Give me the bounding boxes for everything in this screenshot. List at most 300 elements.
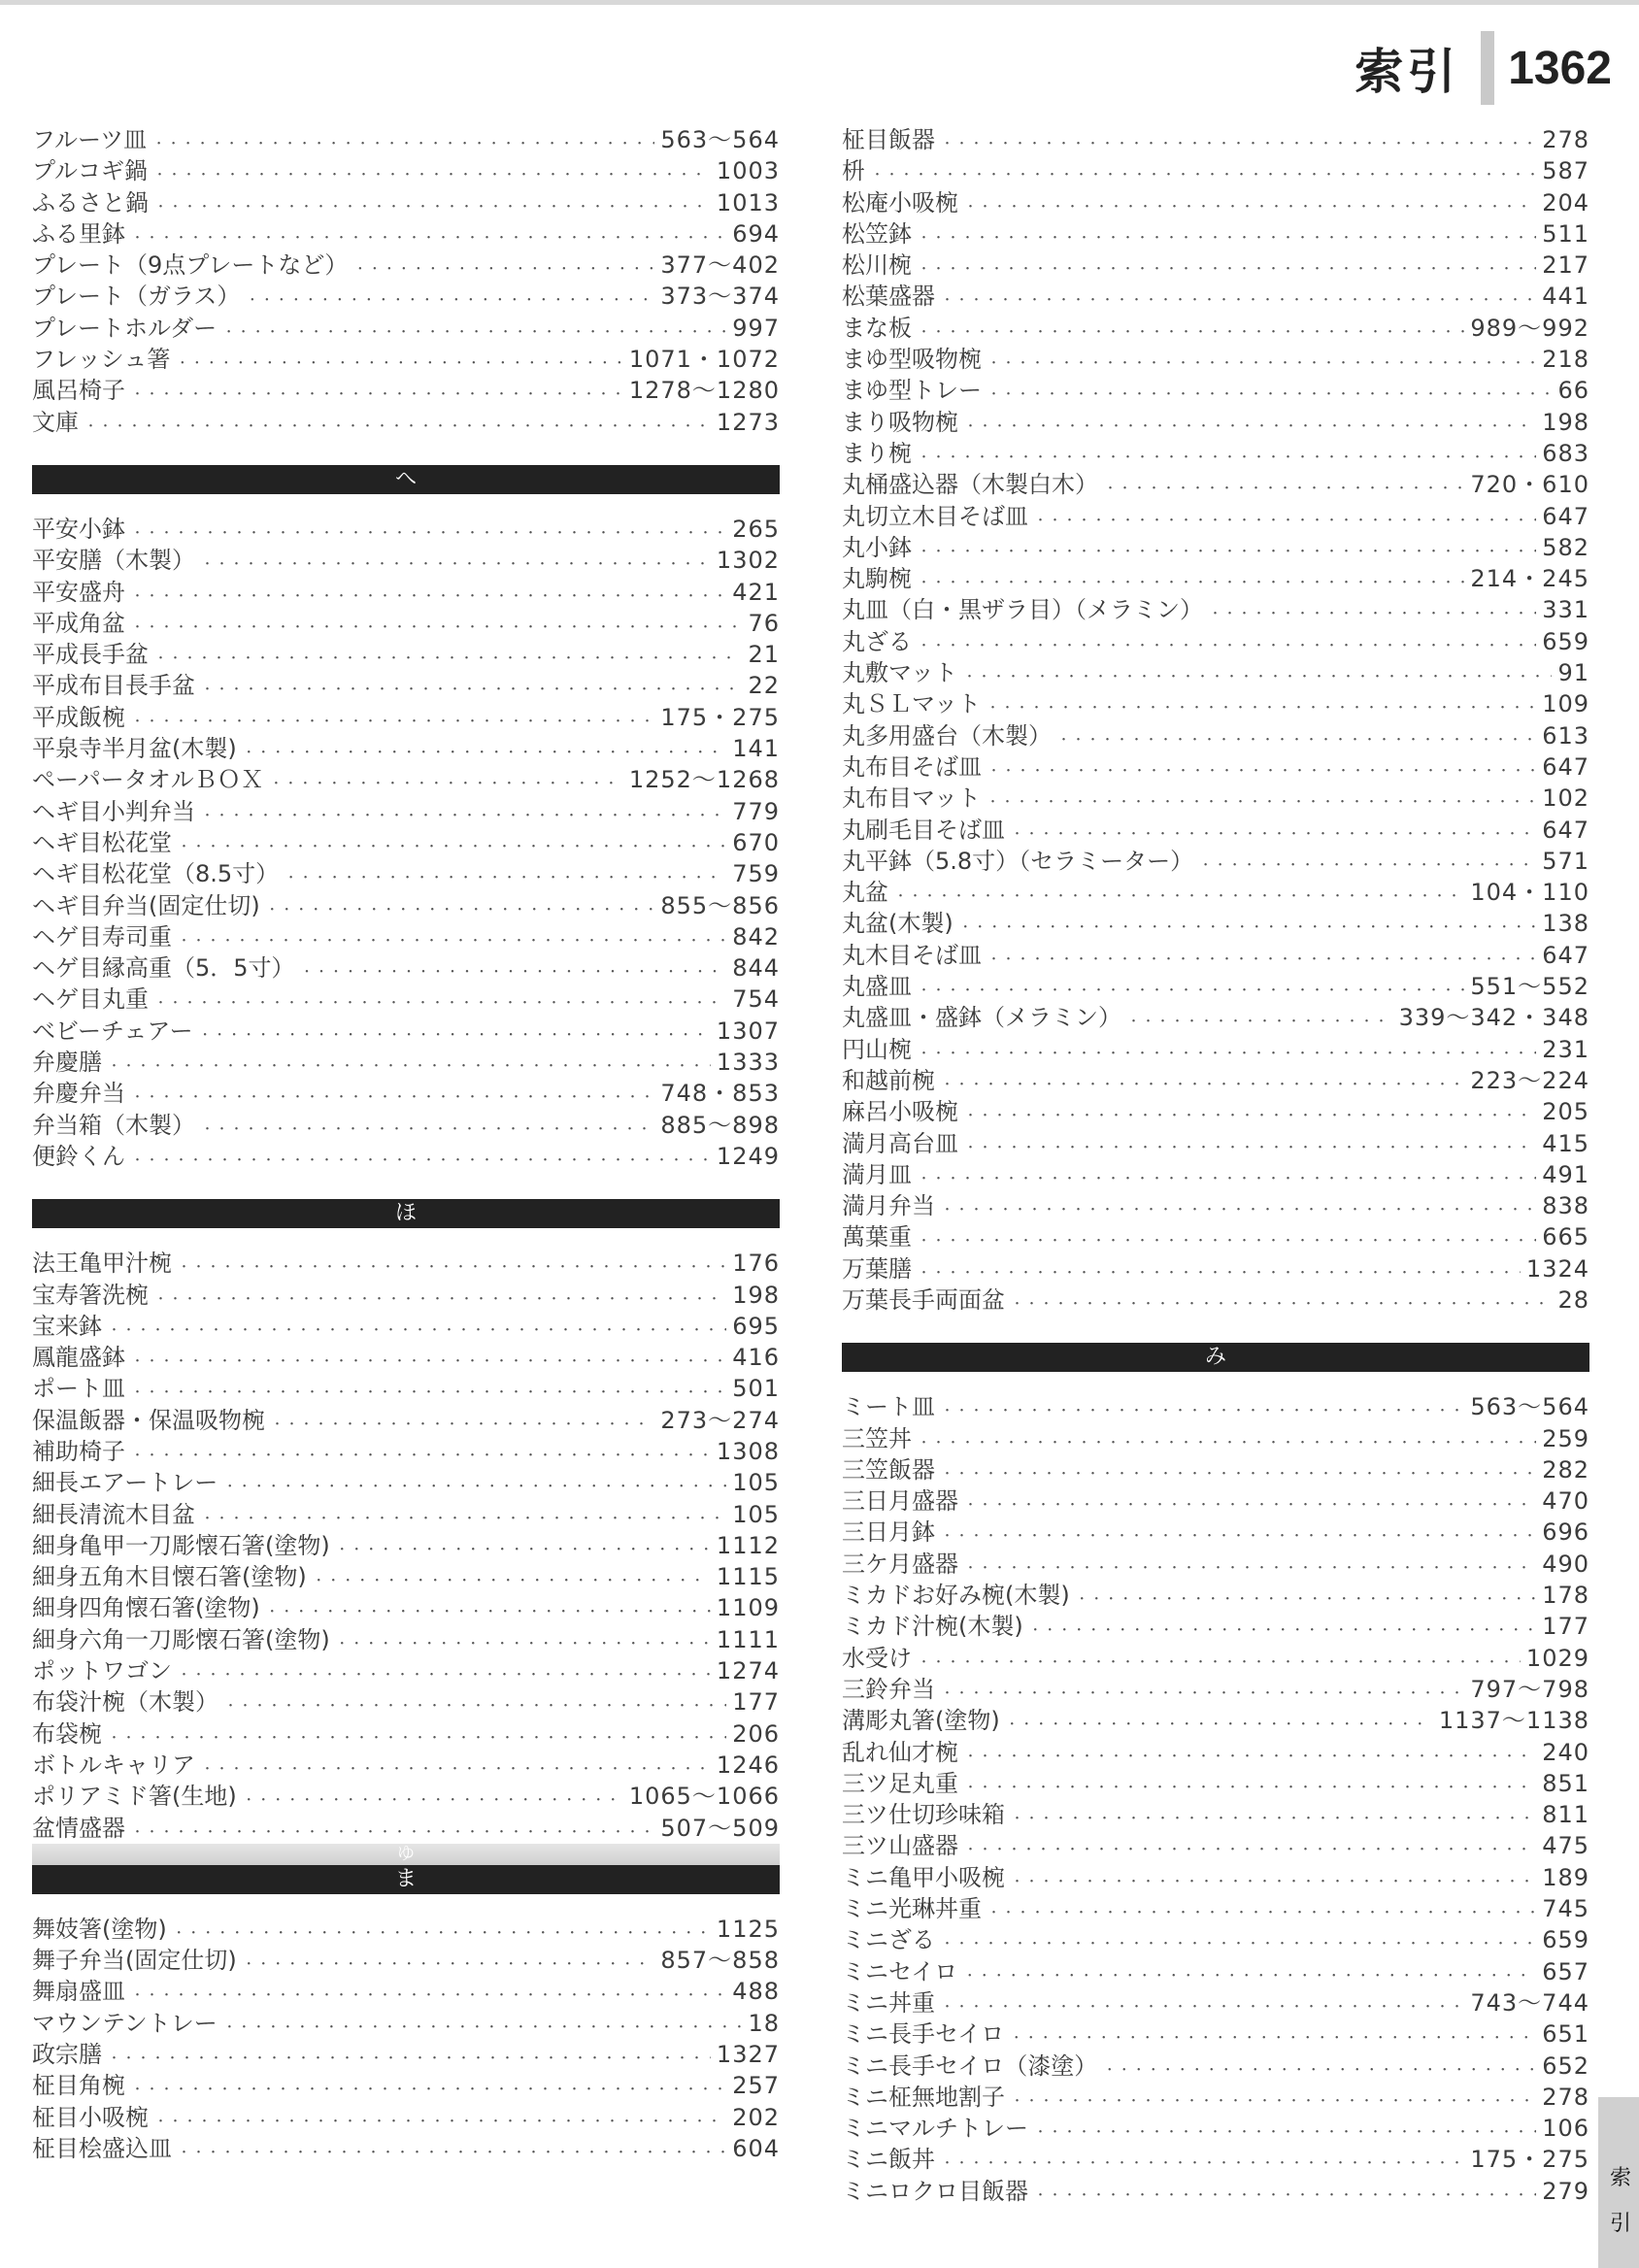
entry-page-number: 844 (732, 954, 780, 983)
index-entry (842, 313, 1589, 344)
entry-page-number: 587 (1542, 157, 1589, 185)
index-entry (842, 375, 1589, 406)
entry-page-number: 278 (1542, 126, 1589, 153)
entry-page-number: 377〜402 (660, 251, 780, 280)
entry-name: 柾目桧盛込皿 (32, 2134, 172, 2162)
entry-name: 丸盛皿・盛鉢（メラミン） (842, 1004, 1121, 1032)
dot-leader (154, 988, 726, 1019)
entry-page-number: 797〜798 (1470, 1675, 1589, 1703)
entry-name: 細身亀甲一刀彫懐石箸(塗物) (32, 1531, 330, 1559)
entry-page-number: 851 (1542, 1769, 1589, 1797)
section-header-mi: み (842, 1343, 1589, 1372)
entry-page-number: 421 (732, 578, 780, 606)
entry-page-number: 138 (1542, 910, 1589, 938)
entry-page-number: 104・110 (1470, 879, 1589, 907)
index-entry (842, 720, 1589, 751)
entry-name: 細身四角懐石箸(塗物) (32, 1594, 260, 1622)
dot-leader (941, 285, 1536, 317)
dot-leader (173, 1918, 711, 1950)
dot-leader (987, 349, 1536, 380)
dot-leader (941, 1070, 1464, 1101)
entry-name: 三鈴弁当 (842, 1675, 935, 1703)
dot-leader (941, 1459, 1536, 1490)
index-entry (842, 532, 1589, 563)
entry-page-number: 206 (732, 1719, 780, 1748)
entry-page-number: 501 (732, 1375, 780, 1403)
index-entry (842, 1580, 1589, 1611)
entry-page-number: 1333 (716, 1049, 780, 1077)
entry-page-number: 22 (748, 672, 780, 700)
index-entry (32, 281, 780, 312)
dot-leader (152, 129, 654, 160)
dot-leader (243, 1950, 655, 1981)
entry-name: 細身六角一刀彫懐石箸(塗物) (32, 1625, 330, 1653)
entry-name: 丸布目マット (842, 784, 982, 813)
entry-page-number: 223〜224 (1470, 1066, 1589, 1094)
entry-name: 丸木目そば皿 (842, 941, 982, 969)
entry-name: 三笠丼 (842, 1424, 912, 1452)
entry-name: 水受け (842, 1644, 912, 1672)
entry-name: 平成飯椀 (32, 703, 125, 731)
index-entry (842, 1159, 1589, 1190)
index-entry (842, 1674, 1589, 1705)
entry-name: 平安膳（木製） (32, 547, 195, 575)
entry-name: 弁慶膳 (32, 1049, 102, 1077)
index-entry (842, 563, 1589, 594)
index-entry (842, 1096, 1589, 1127)
entry-name: ヘゲ目縁高重（5．5寸） (32, 954, 295, 983)
entry-name: 平安小鉢 (32, 515, 125, 543)
entry-page-number: 175・275 (660, 703, 780, 731)
entry-name: ミニ亀甲小吸椀 (842, 1863, 1005, 1891)
index-entry (842, 501, 1589, 532)
dot-leader (894, 882, 1464, 913)
dot-leader (108, 1723, 726, 1754)
entry-name: 満月皿 (842, 1160, 912, 1188)
entry-page-number: 202 (732, 2103, 780, 2131)
entry-page-number: 491 (1542, 1160, 1589, 1188)
dot-leader (1104, 474, 1464, 505)
entry-name: 平安盛舟 (32, 578, 125, 606)
dot-leader (108, 2044, 711, 2075)
dot-leader (963, 1961, 1536, 1992)
index-entry (842, 1956, 1589, 1987)
index-entry (32, 890, 780, 921)
index-entry (32, 2102, 780, 2133)
dot-leader (918, 1164, 1536, 1195)
dot-leader (871, 160, 1536, 191)
dot-leader (1127, 1007, 1393, 1038)
entry-name: 三笠飯器 (842, 1455, 935, 1484)
entry-page-number: 279 (1542, 2177, 1589, 2205)
index-entry (842, 2176, 1589, 2207)
entry-name: ふるさと鍋 (32, 188, 149, 217)
entry-name: 政宗膳 (32, 2041, 102, 2069)
entry-page-number: 66 (1557, 377, 1589, 405)
entry-page-number: 415 (1542, 1129, 1589, 1157)
entry-name: 和越前椀 (842, 1066, 935, 1094)
index-entry (32, 2039, 780, 2070)
entry-page-number: 1308 (716, 1437, 780, 1465)
index-entry (32, 1718, 780, 1750)
entry-page-number: 1324 (1525, 1254, 1589, 1283)
entry-page-number: 1003 (716, 157, 780, 185)
dot-leader (154, 2107, 726, 2138)
index-entry (32, 375, 780, 406)
dot-leader (301, 957, 727, 988)
index-entry (32, 1342, 780, 1373)
entry-name: 便鈴くん (32, 1142, 125, 1170)
entry-page-number: 231 (1542, 1035, 1589, 1063)
entry-name: 万葉長手両面盆 (842, 1285, 1005, 1314)
index-entry (32, 1248, 780, 1279)
entry-name: ポート皿 (32, 1375, 125, 1403)
index-entry (842, 344, 1589, 375)
entry-name: ポリアミド箸(生地) (32, 1783, 237, 1811)
entry-page-number: 659 (1542, 627, 1589, 655)
entry-name: 平成長手盆 (32, 641, 149, 669)
index-entry (842, 155, 1589, 186)
entry-name: 弁当箱（木製） (32, 1111, 195, 1139)
entry-page-number: 647 (1542, 816, 1589, 844)
dot-leader (131, 613, 742, 644)
entry-page-number: 106 (1542, 2115, 1589, 2143)
entry-page-number: 1137〜1138 (1438, 1707, 1589, 1735)
index-entry (32, 1813, 780, 1844)
index-entry (32, 1373, 780, 1404)
entry-name: 宝寿箸洗椀 (32, 1281, 149, 1309)
index-entry (842, 751, 1589, 783)
index-entry (842, 1799, 1589, 1830)
index-entry (32, 407, 780, 438)
entry-page-number: 339〜342・348 (1398, 1004, 1589, 1032)
entry-page-number: 670 (732, 828, 780, 856)
entry-page-number: 178 (1542, 1582, 1589, 1610)
index-entry (842, 594, 1589, 625)
entry-page-number: 490 (1542, 1550, 1589, 1578)
index-entry (842, 1485, 1589, 1517)
dot-leader (1057, 725, 1536, 756)
entry-name: ヘゲ目丸重 (32, 985, 149, 1014)
entry-page-number: 177 (1542, 1613, 1589, 1641)
entry-name: ミニ長手セイロ（漆塗） (842, 2051, 1098, 2080)
entry-page-number: 989〜992 (1470, 314, 1589, 342)
index-entry (842, 2144, 1589, 2175)
entry-page-number: 217 (1542, 251, 1589, 280)
index-entry (32, 218, 780, 250)
entry-name: 丸ＳＬマット (842, 690, 982, 718)
dot-leader (154, 644, 742, 675)
index-entry (842, 187, 1589, 218)
entry-page-number: 488 (732, 1978, 780, 2006)
index-title: 索引 (1355, 43, 1460, 100)
entry-page-number: 811 (1542, 1801, 1589, 1829)
index-entry (842, 688, 1589, 719)
index-entry (32, 313, 780, 344)
entry-page-number: 885〜898 (660, 1111, 780, 1139)
entry-name: ミニマルチトレー (842, 2115, 1028, 2143)
index-entry (32, 2070, 780, 2101)
dot-leader (131, 380, 623, 411)
entry-name: 風呂椅子 (32, 377, 125, 405)
dot-leader (987, 787, 1536, 818)
entry-page-number: 1112 (716, 1531, 780, 1559)
entry-page-number: 331 (1542, 596, 1589, 624)
entry-name: 丸駒椀 (842, 565, 912, 593)
dot-leader (941, 1992, 1464, 2023)
entry-name: まゆ型トレー (842, 377, 982, 405)
index-entry (32, 124, 780, 155)
entry-page-number: 842 (732, 922, 780, 951)
side-tab-char-1: 索 (1610, 2166, 1632, 2190)
dot-leader (941, 1396, 1464, 1427)
entry-page-number: 997 (732, 314, 780, 342)
entry-page-number: 582 (1542, 533, 1589, 561)
entry-page-number: 189 (1542, 1863, 1589, 1891)
entry-page-number: 1307 (716, 1017, 780, 1045)
index-entry (32, 702, 780, 733)
dot-leader (223, 2013, 743, 2044)
dot-leader (131, 1818, 654, 1849)
index-entry (32, 639, 780, 670)
entry-page-number: 695 (732, 1312, 780, 1340)
index-entry (842, 1549, 1589, 1580)
index-entry (32, 952, 780, 984)
dot-leader (224, 1691, 726, 1722)
entry-page-number: 651 (1542, 2020, 1589, 2049)
entry-name: プルコギ鍋 (32, 157, 149, 185)
entry-name: 溝彫丸箸(塗物) (842, 1707, 1000, 1735)
entry-page-number: 696 (1542, 1518, 1589, 1547)
dot-leader (987, 945, 1536, 976)
entry-name: 法王亀甲汁椀 (32, 1250, 172, 1278)
entry-name: プレートホルダー (32, 314, 217, 342)
section-header-yu-faded: ゆ (32, 1844, 780, 1865)
dot-leader (243, 1785, 623, 1817)
entry-page-number: 91 (1557, 659, 1589, 687)
index-entry (842, 908, 1589, 939)
page-number: 1362 (1508, 42, 1612, 94)
entry-name: ミニロクロ目飯器 (842, 2177, 1028, 2205)
index-entry (842, 1065, 1589, 1096)
entry-name: ポットワゴン (32, 1657, 172, 1685)
index-entry (32, 2133, 780, 2164)
index-entry (842, 1987, 1589, 2018)
index-entry (32, 1436, 780, 1467)
index-entry (842, 1737, 1589, 1768)
entry-name: マウンテントレー (32, 2009, 217, 2037)
index-entry (842, 1611, 1589, 1642)
entry-name: 三ツ足丸重 (842, 1769, 958, 1797)
entry-name: 細身五角木目懐石箸(塗物) (32, 1563, 307, 1591)
entry-name: 丸平鉢（5.8寸）（セラミーター） (842, 847, 1194, 875)
dot-leader (918, 631, 1536, 662)
entry-name: 丸盆(木製) (842, 910, 953, 938)
entry-name: まり吸物椀 (842, 408, 958, 436)
entry-page-number: 1327 (716, 2041, 780, 2069)
entry-name: 満月弁当 (842, 1192, 935, 1220)
entry-page-number: 604 (732, 2134, 780, 2162)
entry-page-number: 1065〜1066 (628, 1783, 780, 1811)
index-entry (842, 1924, 1589, 1955)
entry-name: 三ツ山盛器 (842, 1832, 958, 1860)
dot-leader (199, 1020, 711, 1051)
entry-page-number: 759 (732, 860, 780, 888)
dot-leader (918, 1039, 1536, 1070)
entry-page-number: 1278〜1280 (628, 377, 780, 405)
dot-leader (1006, 1710, 1433, 1741)
dot-leader (84, 412, 711, 443)
index-entry (842, 407, 1589, 438)
index-entry (32, 1078, 780, 1109)
entry-page-number: 76 (748, 609, 780, 637)
entry-page-number: 1029 (1525, 1644, 1589, 1672)
index-entry (842, 1002, 1589, 1033)
dot-leader (941, 129, 1536, 160)
dot-leader (131, 518, 726, 550)
entry-name: 丸皿（白・黒ザラ目）（メラミン） (842, 596, 1203, 624)
dot-leader (941, 1929, 1536, 1960)
dot-leader (987, 756, 1536, 787)
left-column (32, 124, 780, 2164)
index-entry (842, 971, 1589, 1002)
entry-page-number: 259 (1542, 1424, 1589, 1452)
entry-name: まな板 (842, 314, 912, 342)
index-entry (842, 1128, 1589, 1159)
entry-page-number: 18 (748, 2009, 780, 2037)
dot-leader (964, 192, 1536, 223)
entry-page-number: 779 (732, 797, 780, 825)
entry-name: 布袋椀 (32, 1719, 102, 1748)
index-entry (842, 2113, 1589, 2144)
dot-leader (1076, 1584, 1536, 1616)
dot-leader (918, 1226, 1536, 1257)
index-entry (32, 670, 780, 701)
entry-name: ミカド汁椀(木製) (842, 1613, 1023, 1641)
dot-leader (131, 1347, 726, 1378)
dot-leader (336, 1535, 711, 1566)
dot-leader (941, 1679, 1464, 1710)
entry-page-number: 563〜564 (660, 126, 780, 153)
dot-leader (964, 1835, 1536, 1866)
entry-name: ボトルキャリア (32, 1751, 195, 1779)
index-entry (32, 1561, 780, 1592)
index-entry (842, 1517, 1589, 1548)
entry-page-number: 647 (1542, 752, 1589, 781)
entry-page-number: 257 (732, 2072, 780, 2100)
section-header-ma: ま (32, 1865, 780, 1894)
entry-name: 円山椀 (842, 1035, 912, 1063)
dot-leader (918, 317, 1464, 349)
index-entry (842, 1643, 1589, 1674)
dot-leader (270, 769, 623, 800)
entry-name: 万葉膳 (842, 1254, 912, 1283)
index-entry (32, 608, 780, 639)
index-entry (32, 1781, 780, 1812)
dot-leader (1011, 1867, 1536, 1898)
entry-page-number: 1013 (716, 188, 780, 217)
dot-leader (918, 223, 1536, 254)
entry-name: 三ツ仕切珍味箱 (842, 1801, 1005, 1829)
entry-name: 麻呂小吸椀 (842, 1098, 958, 1126)
entry-list (32, 124, 780, 438)
dot-leader (1029, 1616, 1536, 1647)
index-entry (842, 124, 1589, 155)
index-entry (32, 764, 780, 795)
dot-leader (176, 349, 623, 380)
index-entry (32, 1311, 780, 1342)
entry-page-number: 175・275 (1470, 2146, 1589, 2174)
entry-page-number: 748・853 (660, 1080, 780, 1108)
entry-page-number: 278 (1542, 2083, 1589, 2111)
dot-leader (223, 1472, 726, 1503)
entry-page-number: 838 (1542, 1192, 1589, 1220)
entry-page-number: 694 (732, 219, 780, 248)
dot-leader (131, 1441, 711, 1472)
index-entry (842, 626, 1589, 657)
entry-page-number: 105 (732, 1500, 780, 1528)
dot-leader (964, 1742, 1536, 1773)
entry-name: プレート（ガラス） (32, 283, 241, 311)
entry-page-number: 214・245 (1470, 565, 1589, 593)
dot-leader (131, 1146, 711, 1177)
entry-name: フレッシュ箸 (32, 346, 171, 374)
entry-name: 細長清流木目盆 (32, 1500, 195, 1528)
section-header-ho: ほ (32, 1199, 780, 1228)
entry-list (32, 514, 780, 1172)
entry-name: 丸敷マット (842, 659, 958, 687)
entry-name: 舞妓箸(塗物) (32, 1915, 167, 1943)
index-entry (842, 1221, 1589, 1252)
dot-leader (266, 895, 655, 926)
index-entry (842, 657, 1589, 688)
entry-name: 弁慶弁当 (32, 1080, 125, 1108)
dot-leader (154, 192, 711, 223)
index-entry (32, 514, 780, 545)
entry-page-number: 416 (732, 1344, 780, 1372)
entry-name: ヘギ目弁当(固定仕切) (32, 891, 260, 919)
entry-name: まり椀 (842, 439, 912, 467)
entry-name: ミニセイロ (842, 1957, 958, 1985)
dot-leader (1209, 599, 1536, 630)
entry-page-number: 507〜509 (660, 1814, 780, 1842)
entry-name: ミニ長手セイロ (842, 2020, 1005, 2049)
index-entry (842, 2082, 1589, 2113)
entry-page-number: 176 (732, 1250, 780, 1278)
entry-name: 保温飯器・保温吸物椀 (32, 1406, 265, 1434)
dot-leader (201, 550, 711, 581)
entry-page-number: 563〜564 (1470, 1393, 1589, 1421)
dot-leader (918, 1648, 1521, 1679)
entry-page-number: 657 (1542, 1957, 1589, 1985)
entry-page-number: 683 (1542, 439, 1589, 467)
entry-page-number: 855〜856 (660, 891, 780, 919)
entry-page-number: 273〜274 (660, 1406, 780, 1434)
index-entry (842, 1253, 1589, 1284)
dot-leader (153, 160, 711, 191)
index-entry (32, 1405, 780, 1436)
index-entry (32, 1976, 780, 2007)
entry-page-number: 613 (1542, 721, 1589, 750)
dot-leader (964, 1101, 1536, 1132)
side-tab-char-2: 引 (1610, 2212, 1632, 2236)
entry-page-number: 720・610 (1470, 471, 1589, 499)
index-entry (842, 1830, 1589, 1861)
entry-list (32, 1914, 780, 2164)
entry-page-number: 205 (1542, 1098, 1589, 1126)
entry-page-number: 21 (748, 641, 780, 669)
entry-name: 宝来鉢 (32, 1312, 102, 1340)
